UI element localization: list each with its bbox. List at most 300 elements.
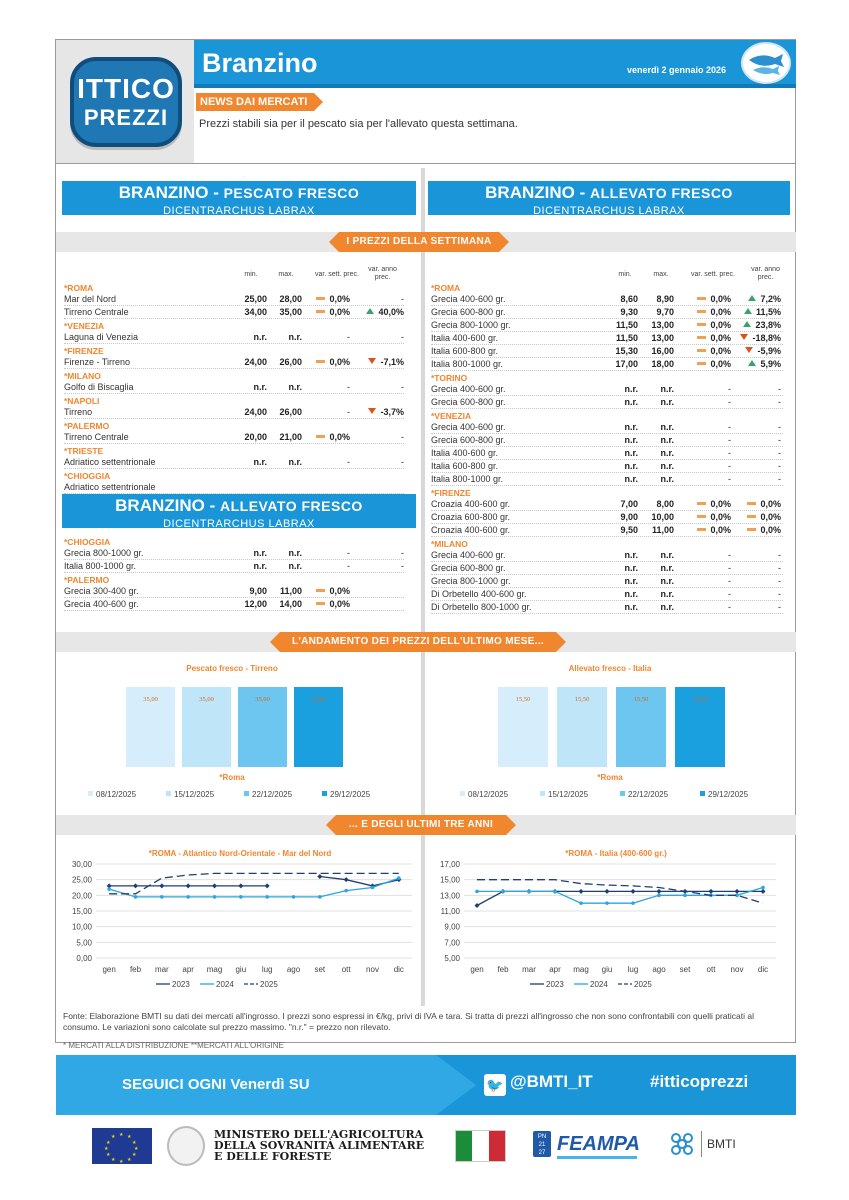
var-year: - [778, 435, 781, 445]
stable-icon [697, 297, 706, 300]
y-tick-label: 30,00 [71, 860, 92, 869]
x-tick-label: gen [102, 965, 116, 974]
stable-icon [697, 323, 706, 326]
twitter-icon: 🐦 [484, 1074, 506, 1096]
price-row [431, 345, 783, 358]
arrow-down-icon [368, 358, 376, 364]
price-min: 34,00 [244, 307, 267, 317]
data-point [159, 883, 164, 888]
section-subtitle: ALLEVATO FRESCO [219, 498, 363, 514]
price-row [431, 383, 783, 396]
price-max: n.r. [288, 548, 302, 558]
var-year: -18,8% [721, 333, 781, 343]
price-max: n.r. [660, 602, 674, 612]
price-row [64, 456, 404, 469]
data-point [239, 895, 243, 899]
logo-line2: PREZZI [83, 105, 169, 130]
bar-value-label: 15,50 [574, 696, 590, 703]
x-tick-label: lug [627, 965, 639, 974]
bar-chart-pescato [60, 655, 420, 805]
var-week: 0,0% [671, 512, 731, 522]
product-name: Grecia 300-400 gr. [64, 586, 139, 596]
markets-note: * MERCATI ALLA DISTRIBUZIONE **MERCATI ALL'ORIGINE [63, 1041, 284, 1050]
legend-label: 22/12/2025 [628, 790, 669, 799]
header-divider [56, 163, 796, 164]
x-tick-label: feb [497, 965, 509, 974]
x-tick-label: giu [235, 965, 247, 974]
stable-icon [697, 310, 706, 313]
data-point [371, 886, 375, 890]
var-year: -5,9% [721, 346, 781, 356]
var-week: 0,0% [671, 294, 731, 304]
price-max: 16,00 [651, 346, 674, 356]
y-tick-label: 25,00 [71, 875, 92, 885]
follow-banner [56, 1055, 796, 1115]
chart-title: *ROMA - Atlantico Nord-Orientale - Mar del Nord [148, 849, 332, 858]
product-name: Grecia 600-800 gr. [431, 563, 506, 573]
price-max: n.r. [660, 576, 674, 586]
product-name: Firenze - Tirreno [64, 357, 131, 367]
bar-value-label: 35,00 [255, 696, 270, 703]
price-max: n.r. [660, 397, 674, 407]
product-name: Adriatico settentrionale [64, 482, 156, 492]
var-week: 0,0% [671, 333, 731, 343]
legend-swatch [540, 791, 545, 796]
price-max: n.r. [660, 448, 674, 458]
x-tick-label: mag [206, 965, 223, 974]
line-chart-pescato [60, 840, 418, 995]
col-header-var-anno: var. anno prec. [368, 266, 397, 281]
var-year: - [778, 602, 781, 612]
price-row [64, 331, 404, 344]
market-city-label: *PALERMO [64, 575, 110, 585]
price-min: 9,00 [620, 512, 638, 522]
y-tick-label: 15,00 [439, 875, 460, 885]
var-week: - [728, 602, 731, 612]
price-max: 18,00 [651, 359, 674, 369]
price-max: n.r. [288, 382, 302, 392]
price-row [431, 498, 783, 511]
var-week: 0,0% [671, 346, 731, 356]
price-max: n.r. [660, 435, 674, 445]
price-min: 15,30 [615, 346, 638, 356]
y-tick-label: 5,00 [444, 954, 460, 963]
var-year: - [401, 294, 404, 304]
data-point [186, 883, 191, 888]
product-name: Grecia 400-600 gr. [431, 422, 506, 432]
var-year: - [778, 576, 781, 586]
arrow-up-icon [748, 360, 756, 366]
section-title: BRANZINO [485, 183, 575, 202]
twitter-link[interactable] [484, 1072, 593, 1096]
price-min: n.r. [624, 589, 638, 599]
axis-label: *Roma [219, 773, 245, 782]
x-tick-label: set [679, 965, 691, 974]
arrow-down-icon [368, 408, 376, 414]
source-note: Fonte: Elaborazione BMTI su dati dei mercati all'ingrosso. I prezzi sono espressi in €/kg, privi di IVA e tara. Si tratta di prezzi all'ingrosso che non sono confrontabili con quelli praticati al consumo. Le variazioni sono calcolate sul prezzo massimo. "n.r." = prezzo non rilevato. [63, 1011, 754, 1032]
price-row [64, 481, 404, 494]
price-max: 8,90 [656, 294, 674, 304]
data-point [605, 901, 609, 905]
arrow-down-icon [745, 347, 753, 353]
product-name: Italia 400-600 gr. [431, 333, 499, 343]
var-week: - [728, 589, 731, 599]
price-max: 28,00 [279, 294, 302, 304]
price-row [431, 473, 783, 486]
x-tick-label: lug [261, 965, 273, 974]
price-min: 12,00 [244, 599, 267, 609]
price-row [431, 319, 783, 332]
product-name: Croazia 400-600 gr. [431, 499, 511, 509]
y-tick-label: 17,00 [439, 860, 460, 869]
legend-swatch [322, 791, 327, 796]
price-min: 24,00 [244, 357, 267, 367]
price-row [431, 447, 783, 460]
price-max: 13,00 [651, 333, 674, 343]
price-min: n.r. [624, 384, 638, 394]
price-max: n.r. [660, 550, 674, 560]
price-row [431, 562, 783, 575]
legend-swatch [88, 791, 93, 796]
col-header-var-sett: var. sett. prec. [315, 271, 359, 278]
price-row [64, 306, 404, 319]
legend-label: 22/12/2025 [252, 790, 293, 799]
product-name: Grecia 400-600 gr. [431, 384, 506, 394]
var-year: - [778, 589, 781, 599]
var-week: - [728, 461, 731, 471]
data-point [265, 895, 269, 899]
italian-emblem-icon [167, 1126, 205, 1166]
price-min: 7,00 [620, 499, 638, 509]
price-row [431, 293, 783, 306]
x-tick-label: dic [757, 965, 769, 974]
hashtag[interactable]: #itticoprezzi [650, 1072, 749, 1091]
month-label: L'ANDAMENTO DEI PREZZI DELL'ULTIMO MESE... [280, 632, 556, 652]
data-point [475, 890, 479, 894]
price-row [431, 421, 783, 434]
bmti-logo [667, 1129, 737, 1161]
price-min: n.r. [253, 561, 267, 571]
stable-icon [747, 515, 756, 518]
price-max: 10,00 [651, 512, 674, 522]
price-max: 11,00 [279, 586, 302, 596]
x-tick-label: nov [730, 965, 744, 974]
product-name: Italia 600-800 gr. [431, 346, 499, 356]
column-divider [421, 168, 425, 1006]
series-line [109, 878, 399, 897]
x-tick-label: set [314, 965, 326, 974]
legend-label: 2024 [216, 980, 234, 989]
bar-value-label: 35,00 [199, 696, 214, 703]
feampa-text: FEAMPA [557, 1133, 640, 1155]
col-header-var-sett: var. sett. prec. [691, 271, 735, 278]
data-point [397, 876, 401, 880]
product-name: Tirreno Centrale [64, 307, 129, 317]
price-max: 13,00 [651, 320, 674, 330]
var-week: 0,0% [290, 307, 350, 317]
x-tick-label: mar [522, 965, 536, 974]
market-city-label: *CHIOGGIA [64, 537, 111, 547]
series-line [109, 873, 399, 893]
data-point [709, 889, 714, 894]
product-name: Grecia 600-800 gr. [431, 397, 506, 407]
price-min: 9,30 [620, 307, 638, 317]
price-max: n.r. [288, 332, 302, 342]
var-week: 0,0% [671, 525, 731, 535]
price-max: 9,70 [656, 307, 674, 317]
data-point [631, 901, 635, 905]
var-week: 0,0% [290, 432, 350, 442]
price-min: n.r. [624, 448, 638, 458]
data-point [212, 883, 217, 888]
y-tick-label: 5,00 [76, 938, 92, 948]
var-week: - [347, 407, 350, 417]
var-week: 0,0% [290, 586, 350, 596]
legend-label: 2023 [546, 980, 564, 989]
market-city-label: *MILANO [64, 371, 101, 381]
x-tick-label: mag [573, 965, 589, 974]
product-name: Croazia 400-600 gr. [431, 525, 511, 535]
var-year: 40,0% [344, 307, 404, 317]
stable-icon [747, 528, 756, 531]
news-label: NEWS DAI MERCATI [196, 93, 314, 111]
price-min: n.r. [253, 548, 267, 558]
line-chart-allevato [428, 840, 790, 995]
var-week: - [728, 474, 731, 484]
product-name: Grecia 400-600 gr. [64, 599, 139, 609]
price-min: 9,50 [620, 525, 638, 535]
data-point [317, 874, 322, 879]
price-min: 11,50 [615, 320, 638, 330]
data-point [657, 889, 662, 894]
italian-flag-icon [455, 1130, 506, 1162]
product-name: Golfo di Biscaglia [64, 382, 134, 392]
legend-label: 2023 [172, 980, 190, 989]
arrow-up-icon [366, 308, 374, 314]
col-header-var-anno: var. anno prec. [751, 266, 780, 281]
price-min: n.r. [624, 563, 638, 573]
bmti-text: BMTI [707, 1137, 736, 1151]
legend-label: 15/12/2025 [174, 790, 215, 799]
market-city-label: *VENEZIA [64, 321, 105, 331]
product-name: Grecia 800-1000 gr. [64, 548, 144, 558]
eu-flag-icon: ★ ★ ★ ★ ★ ★ ★ ★ ★ ★ ★ ★ [92, 1128, 152, 1164]
price-max: n.r. [660, 384, 674, 394]
var-year: 0,0% [721, 512, 781, 522]
ittico-prezzi-logo [70, 57, 182, 147]
price-row [64, 431, 404, 444]
chart-title: *ROMA - Italia (400-600 gr.) [565, 849, 667, 858]
price-row [431, 575, 783, 588]
news-text: Prezzi stabili sia per il pescato sia per l'allevato questa settimana. [199, 118, 518, 130]
product-name: Italia 400-600 gr. [431, 448, 499, 458]
col-header-min: min. [244, 271, 258, 278]
price-row [64, 547, 404, 560]
price-max: n.r. [660, 563, 674, 573]
data-point [683, 894, 687, 898]
col-header-min: min. [618, 271, 632, 278]
price-min: 11,50 [615, 333, 638, 343]
data-point [761, 886, 765, 890]
var-week: 0,0% [290, 357, 350, 367]
stable-icon [316, 297, 325, 300]
data-point [605, 889, 610, 894]
var-year: - [401, 457, 404, 467]
price-max: 35,00 [279, 307, 302, 317]
market-city-label: *TORINO [431, 373, 468, 383]
ministry-name [214, 1129, 424, 1162]
legend-label: 29/12/2025 [708, 790, 749, 799]
section-subtitle: ALLEVATO FRESCO [589, 185, 733, 201]
var-year: 11,5% [721, 307, 781, 317]
market-city-label: *NAPOLI [64, 396, 100, 406]
stable-icon [697, 336, 706, 339]
price-min: n.r. [624, 461, 638, 471]
var-year: - [778, 563, 781, 573]
price-min: n.r. [624, 397, 638, 407]
var-year: -3,7% [344, 407, 404, 417]
price-min: n.r. [624, 602, 638, 612]
var-year: -7,1% [344, 357, 404, 367]
data-point [344, 889, 348, 893]
price-max: 14,00 [279, 599, 302, 609]
var-year: - [401, 548, 404, 558]
legend-label: 2025 [260, 980, 278, 989]
market-city-label: *PALERMO [64, 421, 110, 431]
product-name: Mar del Nord [64, 294, 117, 304]
product-name: Italia 800-1000 gr. [431, 474, 504, 484]
var-week: - [728, 563, 731, 573]
stable-icon [697, 502, 706, 505]
section-subtitle: PESCATO FRESCO [223, 185, 360, 201]
data-point [735, 889, 740, 894]
ministry-line3: E DELLE FORESTE [214, 1150, 332, 1163]
price-min: 25,00 [244, 294, 267, 304]
data-point [186, 895, 190, 899]
legend-label: 08/12/2025 [96, 790, 137, 799]
price-max: n.r. [288, 561, 302, 571]
price-min: 24,00 [244, 407, 267, 417]
arrow-up-icon [744, 308, 752, 314]
product-name: Tirreno Centrale [64, 432, 129, 442]
stable-icon [316, 310, 325, 313]
x-tick-label: mar [154, 965, 169, 974]
x-tick-label: apr [549, 965, 561, 974]
publication-date: venerdì 2 gennaio 2026 [627, 65, 727, 75]
section-title: BRANZINO [118, 183, 209, 202]
price-max: n.r. [660, 474, 674, 484]
var-year: 0,0% [721, 525, 781, 535]
section-header-pescato: BRANZINO - PESCATO FRESCO DICENTRARCHUS LABRAX [62, 181, 416, 215]
data-point [344, 877, 349, 882]
chart-title: Allevato fresco - Italia [568, 664, 652, 673]
data-point [501, 890, 505, 894]
var-year: - [401, 332, 404, 342]
x-tick-label: apr [182, 965, 194, 974]
legend-swatch [700, 791, 705, 796]
data-point [238, 883, 243, 888]
legend-label: 2025 [634, 980, 652, 989]
price-min: n.r. [624, 576, 638, 586]
price-min: n.r. [624, 422, 638, 432]
product-name: Grecia 400-600 gr. [431, 294, 506, 304]
price-min: n.r. [624, 435, 638, 445]
week-prices-label: I PREZZI DELLA SETTIMANA [339, 232, 499, 252]
col-header-max: max. [653, 271, 669, 278]
price-row [431, 601, 783, 614]
var-year: - [401, 432, 404, 442]
product-name: Grecia 800-1000 gr. [431, 576, 511, 586]
data-point [631, 889, 636, 894]
product-name: Grecia 600-800 gr. [431, 435, 506, 445]
axis-label: *Roma [597, 773, 623, 782]
price-row [431, 396, 783, 409]
price-min: 8,60 [620, 294, 638, 304]
bar-value-label: 15,50 [692, 696, 708, 703]
data-point [160, 895, 164, 899]
data-point [527, 890, 531, 894]
legend-swatch [244, 791, 249, 796]
product-name: Di Orbetello 400-600 gr. [431, 589, 527, 599]
var-year: - [401, 382, 404, 392]
var-week: - [728, 576, 731, 586]
series-line [109, 877, 399, 886]
var-week: - [728, 448, 731, 458]
var-week: - [728, 422, 731, 432]
price-row [64, 356, 404, 369]
var-week: - [347, 548, 350, 558]
stable-icon [697, 362, 706, 365]
section-header-allevato: BRANZINO - ALLEVATO FRESCO DICENTRARCHUS LABRAX [428, 181, 790, 215]
product-name: Italia 600-800 gr. [431, 461, 499, 471]
var-week: - [728, 384, 731, 394]
bar-value-label: 35,00 [311, 696, 326, 703]
var-week: 0,0% [290, 599, 350, 609]
product-name: Croazia 600-800 gr. [431, 512, 511, 522]
price-min: 9,00 [249, 586, 267, 596]
var-week: - [728, 435, 731, 445]
price-max: n.r. [288, 457, 302, 467]
product-name: Tirreno [64, 407, 93, 417]
x-tick-label: ott [706, 965, 716, 974]
price-min: n.r. [253, 457, 267, 467]
feampa-logo: PN 21 27 FEAMPA [533, 1125, 643, 1165]
price-min: n.r. [624, 550, 638, 560]
y-tick-label: 11,00 [440, 907, 460, 916]
price-row [431, 358, 783, 371]
x-tick-label: gen [470, 965, 484, 974]
market-city-label: *TRIESTE [64, 446, 104, 456]
section-latin-name: DICENTRARCHUS LABRAX [163, 205, 315, 217]
product-name: Laguna di Venezia [64, 332, 139, 342]
y-tick-label: 0,00 [76, 954, 92, 963]
data-point [579, 889, 584, 894]
price-row [64, 406, 404, 419]
data-point [475, 903, 480, 908]
var-year: 23,8% [721, 320, 781, 330]
product-name: Grecia 400-600 gr. [431, 550, 506, 560]
chart-title: Pescato fresco - Tirreno [186, 664, 278, 673]
y-tick-label: 13,00 [439, 891, 460, 901]
price-row [64, 381, 404, 394]
follow-text: SEGUICI OGNI Venerdì SU [122, 1076, 310, 1093]
var-year: - [401, 561, 404, 571]
price-row [431, 549, 783, 562]
x-tick-label: nov [366, 965, 379, 974]
var-week: 0,0% [290, 294, 350, 304]
var-year: 7,2% [721, 294, 781, 304]
stable-icon [316, 435, 325, 438]
